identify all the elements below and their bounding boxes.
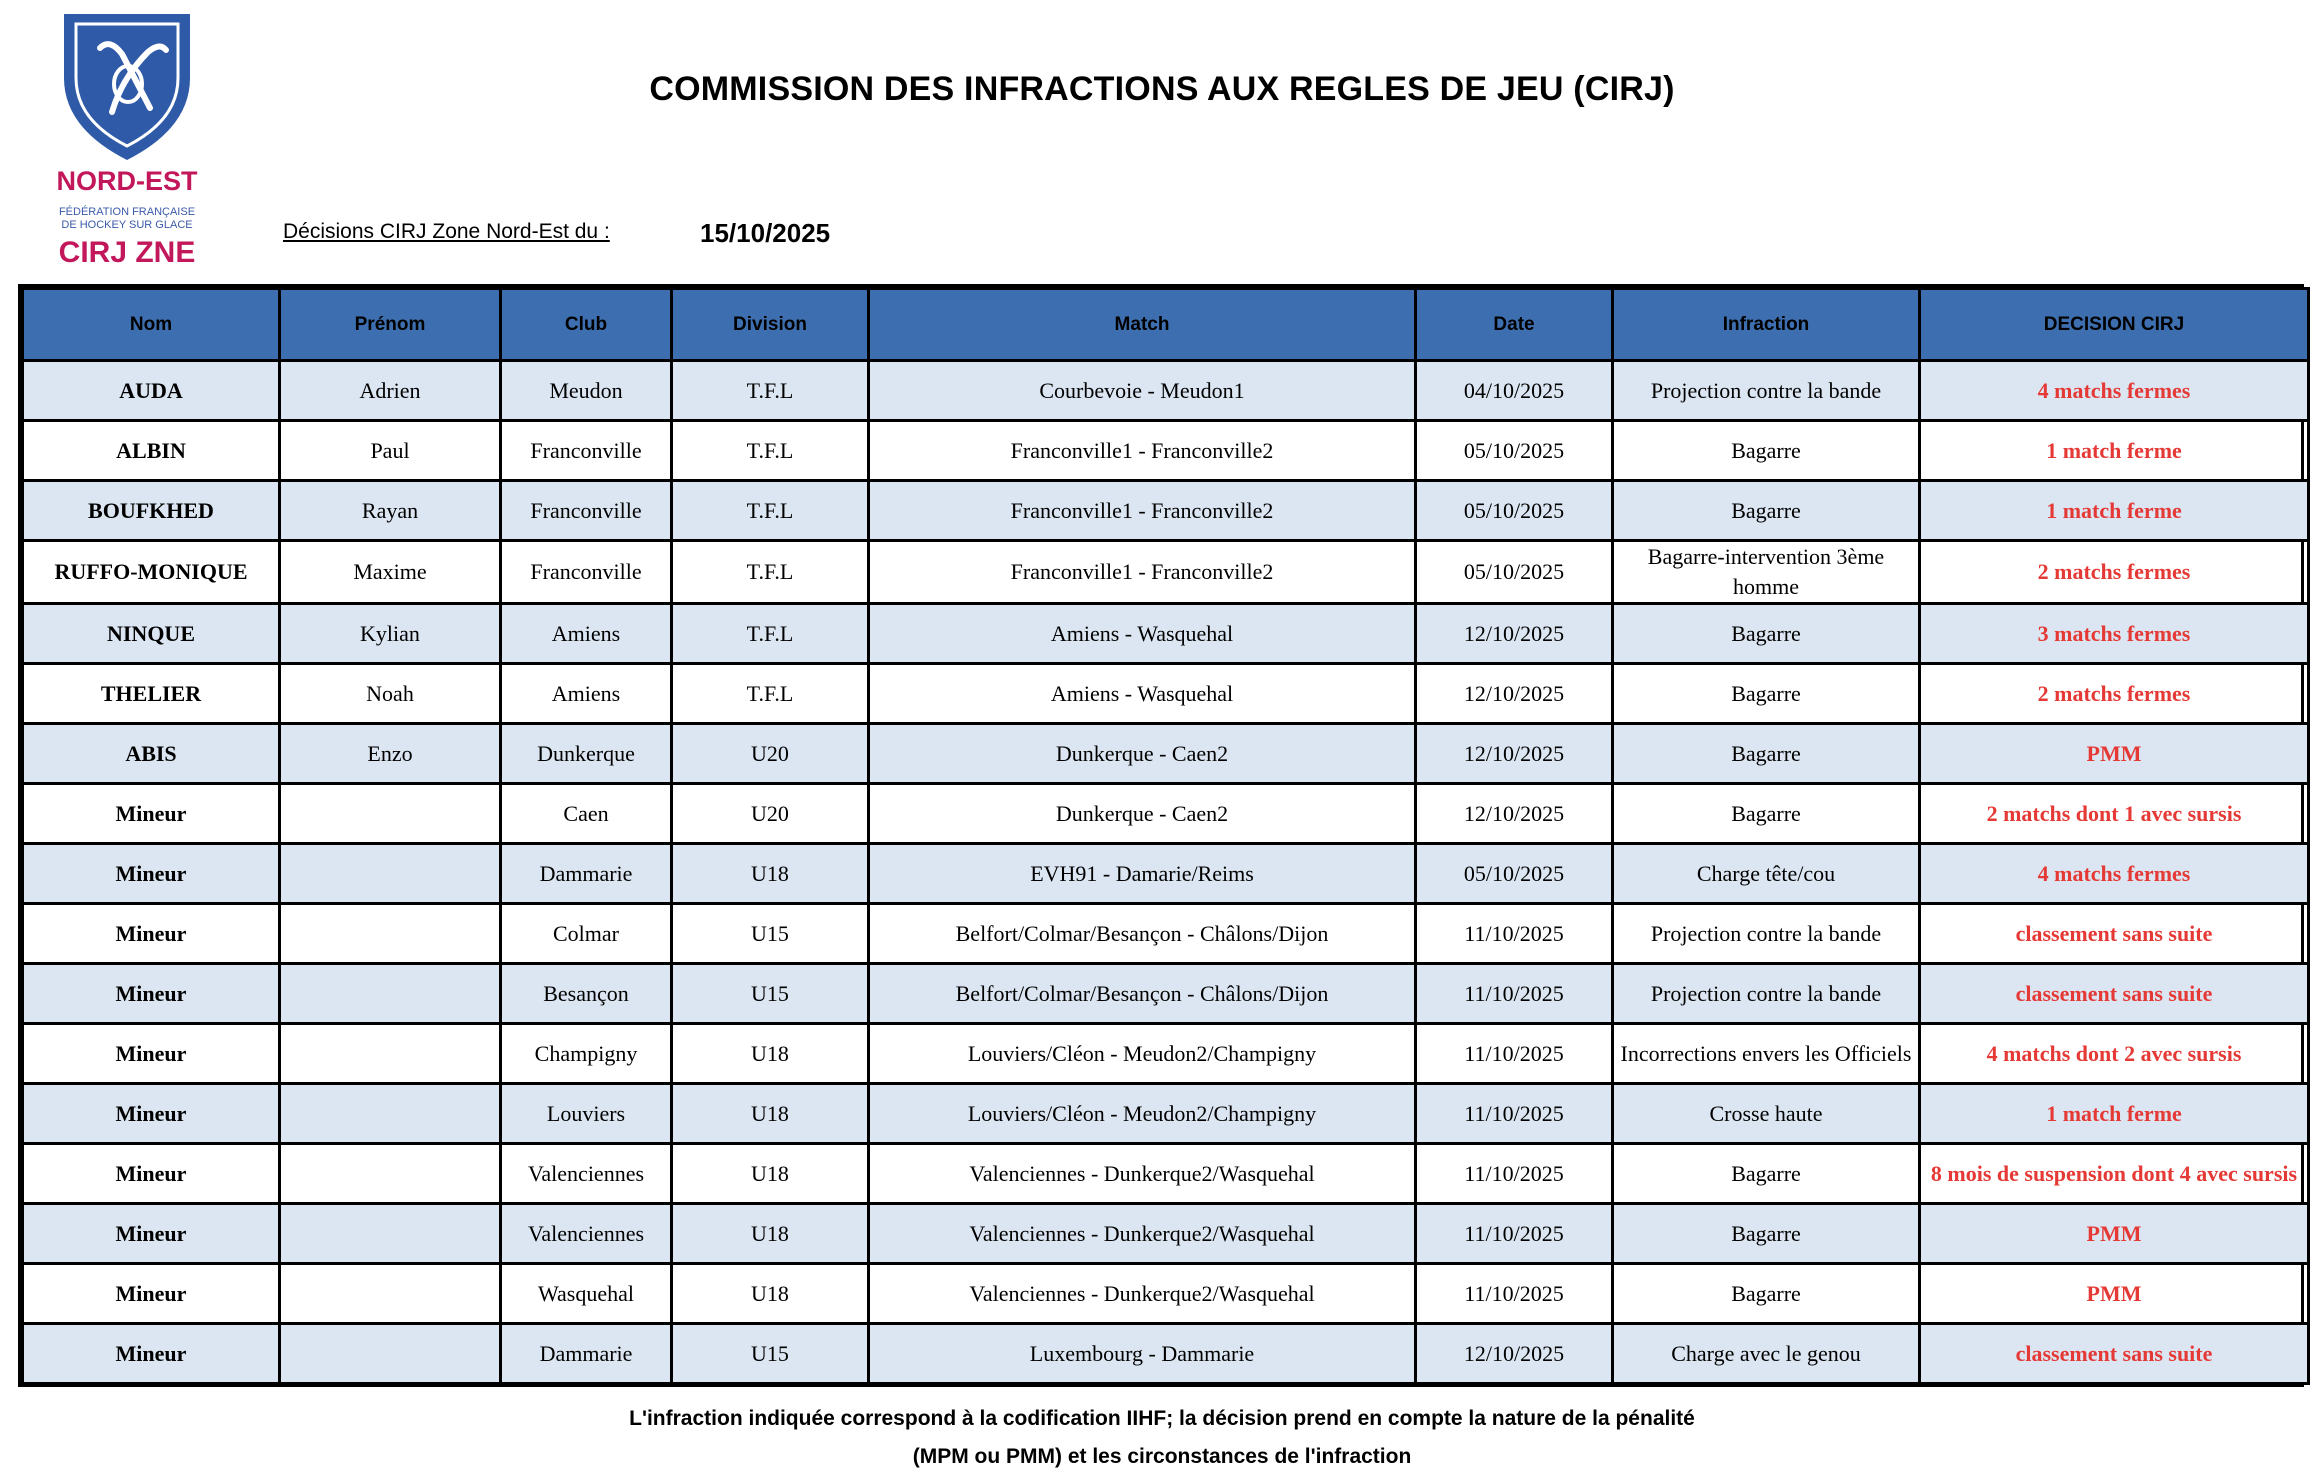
cell-division: U18 bbox=[672, 844, 869, 904]
cell-match: Dunkerque - Caen2 bbox=[869, 784, 1416, 844]
cell-decision: PMM bbox=[1920, 724, 2309, 784]
cell-prenom: Kylian bbox=[280, 604, 501, 664]
cell-date: 11/10/2025 bbox=[1416, 904, 1613, 964]
logo-federation bbox=[52, 206, 202, 232]
cell-prenom bbox=[280, 904, 501, 964]
cell-match: Belfort/Colmar/Besançon - Châlons/Dijon bbox=[869, 904, 1416, 964]
cell-infraction: Bagarre bbox=[1613, 1144, 1920, 1204]
cell-decision: 3 matchs fermes bbox=[1920, 604, 2309, 664]
cell-date: 11/10/2025 bbox=[1416, 1024, 1613, 1084]
cell-date: 11/10/2025 bbox=[1416, 964, 1613, 1024]
cell-division: T.F.L bbox=[672, 361, 869, 421]
cell-decision: 1 match ferme bbox=[1920, 1084, 2309, 1144]
cell-club: Caen bbox=[501, 784, 672, 844]
cell-prenom: Adrien bbox=[280, 361, 501, 421]
cell-club: Amiens bbox=[501, 664, 672, 724]
header-decision: DECISION CIRJ bbox=[1920, 289, 2309, 361]
cell-prenom bbox=[280, 1084, 501, 1144]
cell-match: Valenciennes - Dunkerque2/Wasquehal bbox=[869, 1204, 1416, 1264]
cell-division: T.F.L bbox=[672, 421, 869, 481]
cell-prenom bbox=[280, 844, 501, 904]
cell-match: Valenciennes - Dunkerque2/Wasquehal bbox=[869, 1264, 1416, 1324]
cell-prenom: Paul bbox=[280, 421, 501, 481]
cell-infraction: Projection contre la bande bbox=[1613, 904, 1920, 964]
cell-infraction: Crosse haute bbox=[1613, 1084, 1920, 1144]
table-row bbox=[23, 904, 2309, 964]
decisions-subtitle: Décisions CIRJ Zone Nord-Est du : bbox=[283, 220, 610, 243]
logo-federation-line2: DE HOCKEY SUR GLACE bbox=[61, 219, 193, 231]
cell-club: Valenciennes bbox=[501, 1144, 672, 1204]
cell-date: 12/10/2025 bbox=[1416, 1324, 1613, 1384]
cell-nom: THELIER bbox=[23, 664, 280, 724]
table-row bbox=[23, 1024, 2309, 1084]
cell-club: Valenciennes bbox=[501, 1204, 672, 1264]
cell-decision: 2 matchs dont 1 avec sursis bbox=[1920, 784, 2309, 844]
cell-nom: Mineur bbox=[23, 784, 280, 844]
cell-infraction: Bagarre bbox=[1613, 724, 1920, 784]
cell-division: T.F.L bbox=[672, 604, 869, 664]
cell-nom: Mineur bbox=[23, 1084, 280, 1144]
cell-decision: 2 matchs fermes bbox=[1920, 541, 2309, 604]
cell-infraction: Bagarre bbox=[1613, 604, 1920, 664]
cell-match: Amiens - Wasquehal bbox=[869, 604, 1416, 664]
cell-nom: BOUFKHED bbox=[23, 481, 280, 541]
cell-match: Courbevoie - Meudon1 bbox=[869, 361, 1416, 421]
cell-match: Luxembourg - Dammarie bbox=[869, 1324, 1416, 1384]
cell-nom: Mineur bbox=[23, 1324, 280, 1384]
decision-date: 15/10/2025 bbox=[700, 218, 831, 248]
table-row bbox=[23, 844, 2309, 904]
table-header-row bbox=[23, 289, 2309, 361]
table-row bbox=[23, 1204, 2309, 1264]
cell-prenom bbox=[280, 784, 501, 844]
footer-note bbox=[0, 1400, 2324, 1476]
cell-date: 12/10/2025 bbox=[1416, 664, 1613, 724]
header-division: Division bbox=[672, 289, 869, 361]
decisions-table bbox=[18, 284, 2304, 1387]
cell-prenom bbox=[280, 1324, 501, 1384]
table-row bbox=[23, 481, 2309, 541]
cell-nom: RUFFO-MONIQUE bbox=[23, 541, 280, 604]
cell-club: Champigny bbox=[501, 1024, 672, 1084]
cell-match: Franconville1 - Franconville2 bbox=[869, 541, 1416, 604]
cell-division: U18 bbox=[672, 1264, 869, 1324]
cell-infraction: Bagarre bbox=[1613, 421, 1920, 481]
cell-decision: 4 matchs fermes bbox=[1920, 361, 2309, 421]
cell-prenom: Rayan bbox=[280, 481, 501, 541]
table-row bbox=[23, 1084, 2309, 1144]
cell-match: Franconville1 - Franconville2 bbox=[869, 481, 1416, 541]
cell-division: U15 bbox=[672, 964, 869, 1024]
cell-division: U20 bbox=[672, 724, 869, 784]
cell-date: 11/10/2025 bbox=[1416, 1084, 1613, 1144]
cell-decision: classement sans suite bbox=[1920, 964, 2309, 1024]
table-row bbox=[23, 964, 2309, 1024]
header-match: Match bbox=[869, 289, 1416, 361]
cell-prenom: Enzo bbox=[280, 724, 501, 784]
cell-date: 11/10/2025 bbox=[1416, 1144, 1613, 1204]
cell-date: 12/10/2025 bbox=[1416, 784, 1613, 844]
cell-match: Valenciennes - Dunkerque2/Wasquehal bbox=[869, 1144, 1416, 1204]
cell-division: U20 bbox=[672, 784, 869, 844]
cell-prenom bbox=[280, 964, 501, 1024]
cell-prenom: Maxime bbox=[280, 541, 501, 604]
cell-club: Meudon bbox=[501, 361, 672, 421]
cell-decision: 4 matchs fermes bbox=[1920, 844, 2309, 904]
table-row bbox=[23, 1324, 2309, 1384]
cell-infraction: Bagarre-intervention 3ème homme bbox=[1613, 541, 1920, 604]
table-row bbox=[23, 541, 2309, 604]
page-title: COMMISSION DES INFRACTIONS AUX REGLES DE JEU (CIRJ) bbox=[649, 70, 1675, 108]
cell-division: T.F.L bbox=[672, 481, 869, 541]
cell-division: U18 bbox=[672, 1204, 869, 1264]
cell-division: U18 bbox=[672, 1024, 869, 1084]
cell-nom: Mineur bbox=[23, 1264, 280, 1324]
cell-division: T.F.L bbox=[672, 664, 869, 724]
cell-match: Louviers/Cléon - Meudon2/Champigny bbox=[869, 1084, 1416, 1144]
cell-date: 05/10/2025 bbox=[1416, 421, 1613, 481]
table-row bbox=[23, 421, 2309, 481]
cell-decision: PMM bbox=[1920, 1264, 2309, 1324]
cell-date: 05/10/2025 bbox=[1416, 541, 1613, 604]
cell-nom: AUDA bbox=[23, 361, 280, 421]
cell-infraction: Bagarre bbox=[1613, 664, 1920, 724]
cell-club: Besançon bbox=[501, 964, 672, 1024]
cell-club: Dammarie bbox=[501, 844, 672, 904]
table-row bbox=[23, 784, 2309, 844]
cell-nom: ALBIN bbox=[23, 421, 280, 481]
table-row bbox=[23, 361, 2309, 421]
cell-decision: PMM bbox=[1920, 1204, 2309, 1264]
cell-division: U15 bbox=[672, 904, 869, 964]
logo-label: CIRJ ZNE bbox=[58, 236, 196, 269]
cell-date: 11/10/2025 bbox=[1416, 1204, 1613, 1264]
logo-region: NORD-EST bbox=[56, 166, 198, 196]
cell-infraction: Bagarre bbox=[1613, 784, 1920, 844]
table-row bbox=[23, 1144, 2309, 1204]
cirj-zne-logo bbox=[52, 8, 202, 269]
cell-decision: 1 match ferme bbox=[1920, 481, 2309, 541]
cell-decision: 4 matchs dont 2 avec sursis bbox=[1920, 1024, 2309, 1084]
table-row bbox=[23, 664, 2309, 724]
cell-nom: Mineur bbox=[23, 1204, 280, 1264]
cell-decision: 2 matchs fermes bbox=[1920, 664, 2309, 724]
cell-decision: 1 match ferme bbox=[1920, 421, 2309, 481]
cell-date: 04/10/2025 bbox=[1416, 361, 1613, 421]
cell-club: Wasquehal bbox=[501, 1264, 672, 1324]
table-row bbox=[23, 724, 2309, 784]
cell-nom: Mineur bbox=[23, 904, 280, 964]
cell-match: Belfort/Colmar/Besançon - Châlons/Dijon bbox=[869, 964, 1416, 1024]
cell-nom: Mineur bbox=[23, 964, 280, 1024]
cell-prenom bbox=[280, 1024, 501, 1084]
cell-date: 05/10/2025 bbox=[1416, 844, 1613, 904]
cell-club: Franconville bbox=[501, 541, 672, 604]
cell-decision: classement sans suite bbox=[1920, 1324, 2309, 1384]
cell-infraction: Projection contre la bande bbox=[1613, 964, 1920, 1024]
cell-date: 05/10/2025 bbox=[1416, 481, 1613, 541]
cell-prenom: Noah bbox=[280, 664, 501, 724]
cell-infraction: Incorrections envers les Officiels bbox=[1613, 1024, 1920, 1084]
cell-nom: Mineur bbox=[23, 1144, 280, 1204]
cell-infraction: Charge avec le genou bbox=[1613, 1324, 1920, 1384]
cell-nom: NINQUE bbox=[23, 604, 280, 664]
table-row bbox=[23, 604, 2309, 664]
cell-prenom bbox=[280, 1204, 501, 1264]
cell-date: 11/10/2025 bbox=[1416, 1264, 1613, 1324]
cell-decision: 8 mois de suspension dont 4 avec sursis bbox=[1920, 1144, 2309, 1204]
cell-division: U15 bbox=[672, 1324, 869, 1384]
header-date: Date bbox=[1416, 289, 1613, 361]
table-body bbox=[23, 361, 2309, 1384]
cell-club: Louviers bbox=[501, 1084, 672, 1144]
cell-division: U18 bbox=[672, 1084, 869, 1144]
cell-infraction: Projection contre la bande bbox=[1613, 361, 1920, 421]
cell-club: Franconville bbox=[501, 421, 672, 481]
cell-decision: classement sans suite bbox=[1920, 904, 2309, 964]
cell-nom: Mineur bbox=[23, 1024, 280, 1084]
cell-infraction: Bagarre bbox=[1613, 1204, 1920, 1264]
cell-division: T.F.L bbox=[672, 541, 869, 604]
header-club: Club bbox=[501, 289, 672, 361]
cell-nom: ABIS bbox=[23, 724, 280, 784]
footer-line-2: (MPM ou PMM) et les circonstances de l'infraction bbox=[912, 1445, 1412, 1468]
cell-club: Dunkerque bbox=[501, 724, 672, 784]
cell-nom: Mineur bbox=[23, 844, 280, 904]
header-infraction: Infraction bbox=[1613, 289, 1920, 361]
cell-match: Louviers/Cléon - Meudon2/Champigny bbox=[869, 1024, 1416, 1084]
cell-prenom bbox=[280, 1264, 501, 1324]
cell-club: Amiens bbox=[501, 604, 672, 664]
table-row bbox=[23, 1264, 2309, 1324]
cell-match: Dunkerque - Caen2 bbox=[869, 724, 1416, 784]
cell-match: Amiens - Wasquehal bbox=[869, 664, 1416, 724]
cell-match: EVH91 - Damarie/Reims bbox=[869, 844, 1416, 904]
cell-date: 12/10/2025 bbox=[1416, 604, 1613, 664]
cell-date: 12/10/2025 bbox=[1416, 724, 1613, 784]
cell-infraction: Bagarre bbox=[1613, 1264, 1920, 1324]
logo-federation-line1: FÉDÉRATION FRANÇAISE bbox=[58, 206, 196, 218]
header-nom: Nom bbox=[23, 289, 280, 361]
cell-prenom bbox=[280, 1144, 501, 1204]
footer-line-1: L'infraction indiquée correspond à la codification IIHF; la décision prend en compte la nature de la pénalité bbox=[629, 1407, 1695, 1430]
cell-infraction: Bagarre bbox=[1613, 481, 1920, 541]
cell-match: Franconville1 - Franconville2 bbox=[869, 421, 1416, 481]
cell-club: Franconville bbox=[501, 481, 672, 541]
header-prenom: Prénom bbox=[280, 289, 501, 361]
cell-club: Dammarie bbox=[501, 1324, 672, 1384]
cell-division: U18 bbox=[672, 1144, 869, 1204]
cell-infraction: Charge tête/cou bbox=[1613, 844, 1920, 904]
cell-club: Colmar bbox=[501, 904, 672, 964]
